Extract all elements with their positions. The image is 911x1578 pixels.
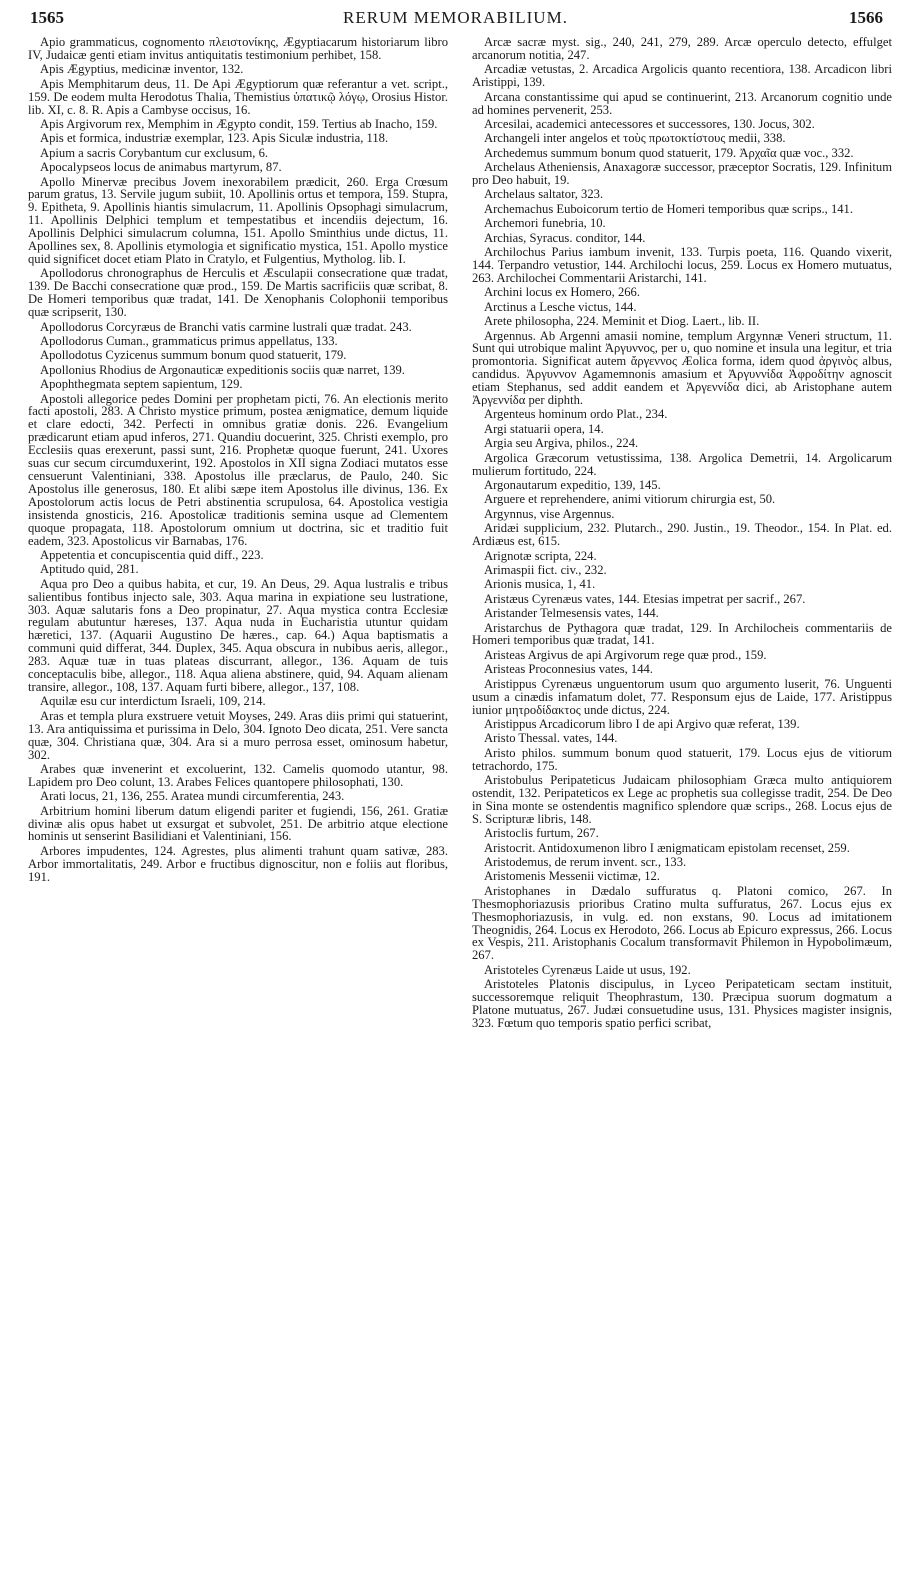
- page-number-right: 1566: [849, 8, 883, 27]
- index-entry: Archangeli inter angelos et τοὺς πρωτοκτίστους medii, 338.: [484, 131, 786, 146]
- index-entry: Arati locus, 21, 136, 255. Aratea mundi circumferentia, 243.: [40, 789, 345, 804]
- right-column: [472, 36, 892, 1031]
- index-entry: Aristobulus Peripateticus Judaicam philosophiam Græca multo antiquiorem ostendit, 132. Peripateticos ex Lege ac prophetis sua collegisse tradit, 254. De Deo in Sina monte se ostendentis magnifico splendore quæ scrips., 268. Locus ejus de S. Scripturæ libris, 148.: [472, 773, 892, 826]
- index-entry: Arabes quæ invenerint et excoluerint, 132. Camelis quomodo utantur, 98. Lapidem pro Deo colunt, 13. Arabes Felices quantopere philosophati, 130.: [28, 761, 448, 789]
- index-entry: Apollonius Rhodius de Argonauticæ expeditionis sociis quæ narret, 139.: [40, 362, 405, 377]
- index-entry: Aristophanes in Dædalo suffuratus q. Platoni comico, 267. In Thesmophoriazusis prioribus Cratino multa suffuratus, 267. Locus ejus ex Thesmophoriazusis, in vulg. ed. non exstans, 90. Locus ad imitationem Theognidis, 264. Locus ex Herodoto, 266. Locus ab Epicuro expressus, 266. Locus ex Vespis, 211. Aristophanis Cocalum transformavit Philemon in Hypobolimæum, 267.: [472, 883, 892, 963]
- index-entry: Argenteus hominum ordo Plat., 234.: [484, 407, 668, 422]
- index-entry: Aristo philos. summum bonum quod statuerit, 179. Locus ejus de vitiorum tetrachordo, 175.: [472, 745, 892, 773]
- index-entry: Apis et formica, industriæ exemplar, 123. Apis Siculæ industria, 118.: [40, 131, 389, 146]
- index-entry: Aridæi supplicium, 232. Plutarch., 290. Justin., 19. Theodor., 154. In Plat. ed. Ardiæus est, 615.: [472, 521, 892, 549]
- index-entry: Argennus. Ab Argenni amasii nomine, templum Argynnæ Veneri structum, 11. Sunt qui utrobique malint Ἀργυννος, per υ, quo nomine et insula una legitur, et tria promontoria. Significat autem ἄργεννος Æolica forma, idem quod ἀργινὸς albus, candidus. Ἀργυννον Agamemnonis amasium et Ἀργυννίδα Ἀφροδίτην agnoscit etiam Stephanus, sed addit eandem et Ἀργεννίδα dici, ab Aristophane autem Ἀργεννίδα per diphth.: [472, 328, 892, 408]
- index-entry: Arctinus a Lesche victus, 144.: [484, 299, 637, 314]
- index-entry: Arionis musica, 1, 41.: [484, 577, 596, 592]
- index-entry: Argolica Græcorum vetustissima, 138. Argolica Demetrii, 14. Argolicarum mulierum fortitudo, 224.: [472, 450, 892, 478]
- index-entry: Arcæ sacræ myst. sig., 240, 241, 279, 289. Arcæ operculo detecto, effulget arcanorum notitia, 247.: [472, 35, 892, 62]
- index-entry: Arcadiæ vetustas, 2. Arcadica Argolicis quanto recentiora, 138. Arcadicon libri Aristippi, 139.: [472, 62, 892, 90]
- running-title: RERUM MEMORABILIUM.: [343, 8, 568, 27]
- index-entry: Apollo Minervæ precibus Jovem inexorabilem prædicit, 260. Erga Crœsum parum gratus, 13. Servile jugum subiit, 10. Apollinis ortus et tempora, 159. Stupra, 9. Epitheta, 9. Apollinis hiantis simulacrum, 11. Apollinis Opsophagi simulacrum, 11. Apollinis Delphici templum et tempestatibus et incendiis dejectum, 16. Apollinis Delphici simulacrum columna, 151. Apollo Sminthius unde dictus, 11. Apollines sex, 8. Apollinis etymologia et significatio mystica, 151. Apollo mystice quid significet docet etiam Plato in Cratylo, et Fulgentius, Mytholog. lib. I.: [28, 174, 448, 266]
- index-entry: Aras et templa plura exstruere vetuit Moyses, 249. Aras diis primi qui statuerint, 13. Ara antiquissima et purissima in Delo, 304. Ignoto Deo dicata, 251. Vere sancta quæ, 304. Christiana quæ, 304. Ara si a muro perrosa esset, ominosum habetur, 302.: [28, 708, 448, 762]
- index-entry: Aristomenis Messenii victimæ, 12.: [484, 869, 660, 884]
- index-entry: Aquilæ esu cur interdictum Israeli, 109, 214.: [40, 694, 266, 709]
- index-entry: Apollodorus Cuman., grammaticus primus appellatus, 133.: [40, 333, 338, 348]
- index-entry: Aristippus Cyrenæus unguentorum usum quo argumento luserit, 76. Unguenti usum a cinædis infamatum dolet, 77. Responsum ejus de Laide, 177. Aristippus iunior μητροδίδακτος unde dictus, 224.: [472, 676, 892, 717]
- page-header: [0, 0, 911, 34]
- index-entry: Arcana constantissime qui apud se continuerint, 213. Arcanorum cognitio unde ad homines pervenerit, 253.: [472, 89, 892, 117]
- index-entry: Apophthegmata septem sapientum, 129.: [40, 377, 243, 392]
- index-entry: Arete philosopha, 224. Meminit et Diog. Laert., lib. II.: [484, 314, 760, 329]
- index-entry: Arbores impudentes, 124. Agrestes, plus alimenti trahunt quam sativæ, 283. Arbor immortalitatis, 249. Arbor e fructibus dignoscitur, non e foliis aut floribus, 191.: [28, 843, 448, 884]
- index-entry: Arbitrium homini liberum datum eligendi pariter et fugiendi, 156, 261. Gratiæ divinæ alis opus habet ut exsurgat et subvolet, 251. De arbitrio atque electione hominis ut senserint Basilidiani et Valentiniani, 156.: [28, 803, 448, 844]
- index-entry: Arguere et reprehendere, animi vitiorum chirurgia est, 50.: [484, 492, 776, 507]
- index-entry: Apostoli allegorice pedes Domini per prophetam picti, 76. An electionis merito facti apostoli, 283. A Christo mystice primum, postea ænigmatice, demum liquide et clare edocti, 342. Perfecti in omnibus gratiæ donis. 226. Evangelium prædicarunt etiam apud inferos, 271. Quandiu docuerint, 325. Christi exemplo, pro Ecclesiis quas erexerunt, passi sunt, 216. Prophetæ quoque fuerunt, 241. Uxores suas cur secum circumduxerint, 192. Apostolos in XII signa Zodiaci mutatos esse censuerunt Valentiniani, 338. Apostolus ille præclarus, de Paulo, 240. Sic Apostolus ille generosus, 180. Et alibi sæpe item Apostolus ille divinus, 136. Ex Apostolorum actis locus de Petri abstinentia scrupulosa, 64. Apostolica vestigia insistenda gnosticis, 216. Apostolicæ traditionis semina usque ad Clementem quoque propagata, 118. Apostolorum omnium ut doctrina, sic et traditio fuit eadem, 323. Apostolicus vir Barnabas, 176.: [28, 391, 448, 548]
- index-entry: Argi statuarii opera, 14.: [484, 421, 604, 436]
- index-entry: Aristoteles Platonis discipulus, in Lyceo Peripateticam sectam instituit, successoremque reliquit Theophrastum, 130. Præcipua suorum dogmatum a Platone mutuatus, 267. Judæi consuetudine usus, 131. Physices magister insignis, 323. Fœtum quo temporis spatio perfici scribat,: [472, 977, 892, 1030]
- index-entry: Aqua pro Deo a quibus habita, et cur, 19. An Deus, 29. Aqua lustralis e tribus salientibus fontibus injecto sale, 303. Aqua marina in expiatione seu lustratione, 303. Aquæ salutaris fons a Deo propinatur, 27. Aqua mystica contra Ecclesiæ regulam abutuntur hæreses, 137. Aqua nuda in Eucharistia utuntur quidam hæretici, 137. (Aquarii Augustino De hæres., cap. 64.) Aqua baptismatis a communi quid differat, 344. Duplex, 345. Aqua obscura in nubibus aeris, allegor., 283. Aquæ tuæ in tuas plateas discurrant, allegor., 136. Aquam de tuis conceptaculis bibe, allegor., 118. Aqua aliena abstinere, quid, 94. Aquam alienam transire, allegor., 108, 137. Aquam furti bibere, allegor., 137, 108.: [28, 576, 448, 694]
- index-entry: Archias, Syracus. conditor, 144.: [484, 230, 646, 245]
- index-entry: Aristeas Argivus de api Argivorum rege quæ prod., 159.: [484, 647, 767, 662]
- index-entry: Apium a sacris Corybantum cur exclusum, 6.: [40, 145, 269, 160]
- index-entry: Aristæus Cyrenæus vates, 144. Etesias impetrat per sacrif., 267.: [484, 591, 806, 606]
- index-entry: Apollodotus Cyzicenus summum bonum quod statuerit, 179.: [40, 348, 347, 363]
- index-entry: Argonautarum expeditio, 139, 145.: [484, 478, 661, 492]
- index-entry: Archemori funebria, 10.: [484, 216, 606, 231]
- index-entry: Aristarchus de Pythagora quæ tradat, 129. In Archilocheis commentariis de Homeri temporibus quæ tradat, 141.: [472, 620, 892, 648]
- index-entry: Aristocrit. Antidoxumenon libro I ænigmaticam epistolam recenset, 259.: [484, 840, 850, 855]
- index-entry: Archilochus Parius iambum invenit, 133. Turpis poeta, 116. Quando vixerit, 144. Terpandro vetustior, 144. Archilochi locus, 259. Locus ex Homero mutuatus, 263. Archilochei Commentarii Aristarchi, 141.: [472, 245, 892, 285]
- index-entry: Arcesilai, academici antecessores et successores, 130. Jocus, 302.: [484, 116, 815, 131]
- index-entry: Archedemus summum bonum quod statuerit, 179. Ἀρχαῖα quæ voc., 332.: [484, 145, 854, 160]
- index-entry: Apollodorus Corcyræus de Branchi vatis carmine lustrali quæ tradat. 243.: [40, 319, 412, 334]
- index-entry: Appetentia et concupiscentia quid diff., 223.: [40, 547, 264, 562]
- index-entry: Archini locus ex Homero, 266.: [484, 285, 640, 300]
- page-number-left: 1565: [30, 8, 64, 27]
- index-entry: Aristoclis furtum, 267.: [484, 826, 599, 841]
- index-entry: Apio grammaticus, cognomento πλειστονίκης, Ægyptiacarum historiarum libro IV, Judaicæ genti etiam invitus antiquitatis testimonium perhibet, 158.: [28, 35, 448, 62]
- index-entry: Aristo Thessal. vates, 144.: [484, 731, 618, 746]
- index-entry: Argia seu Argiva, philos., 224.: [484, 436, 639, 451]
- index-entry: Apocalypseos locus de animabus martyrum, 87.: [40, 160, 282, 175]
- index-entry: Aristoteles Cyrenæus Laide ut usus, 192.: [484, 962, 691, 977]
- index-entry: Argynnus, vise Argennus.: [484, 506, 615, 521]
- index-entry: Archelaus Atheniensis, Anaxagoræ successor, præceptor Socratis, 129. Infinitum pro Deo habuit, 19.: [472, 160, 892, 188]
- index-entry: Aptitudo quid, 281.: [40, 562, 139, 577]
- index-entry: Arignotæ scripta, 224.: [484, 548, 597, 563]
- left-column: [28, 36, 448, 885]
- index-entry: Apollodorus chronographus de Herculis et Æsculapii consecratione quæ tradat, 139. De Bacchi consecratione quæ prod., 159. De Martis sacrificiis quæ scribat, 8. De Homeri temporibus quæ tradat, 141. De Xenophanis Colophonii temporibus quæ scripserit, 130.: [28, 266, 448, 320]
- index-entry: Apis Ægyptius, medicinæ inventor, 132.: [40, 62, 244, 77]
- index-entry: Archemachus Euboicorum tertio de Homeri temporibus quæ scrips., 141.: [484, 201, 853, 216]
- index-entry: Aristippus Arcadicorum libro I de api Argivo quæ referat, 139.: [484, 716, 800, 731]
- index-entry: Aristeas Proconnesius vates, 144.: [484, 662, 653, 677]
- index-entry: Aristodemus, de rerum invent. scr., 133.: [484, 854, 687, 869]
- index-entry: Archelaus saltator, 323.: [484, 187, 604, 202]
- index-entry: Arimaspii fict. civ., 232.: [484, 562, 607, 577]
- index-entry: Apis Memphitarum deus, 11. De Api Ægyptiorum quæ referantur a vet. script., 159. De eodem multa Herodotus Thalia, Themistius ὑπατικῷ λόγῳ, Orosius Histor. lib. XI, c. 8. R. Apis a Cambyse occisus, 16.: [28, 76, 448, 117]
- index-entry: Aristander Telmesensis vates, 144.: [484, 606, 659, 621]
- index-entry: Apis Argivorum rex, Memphim in Ægypto condit, 159. Tertius ab Inacho, 159.: [40, 116, 438, 131]
